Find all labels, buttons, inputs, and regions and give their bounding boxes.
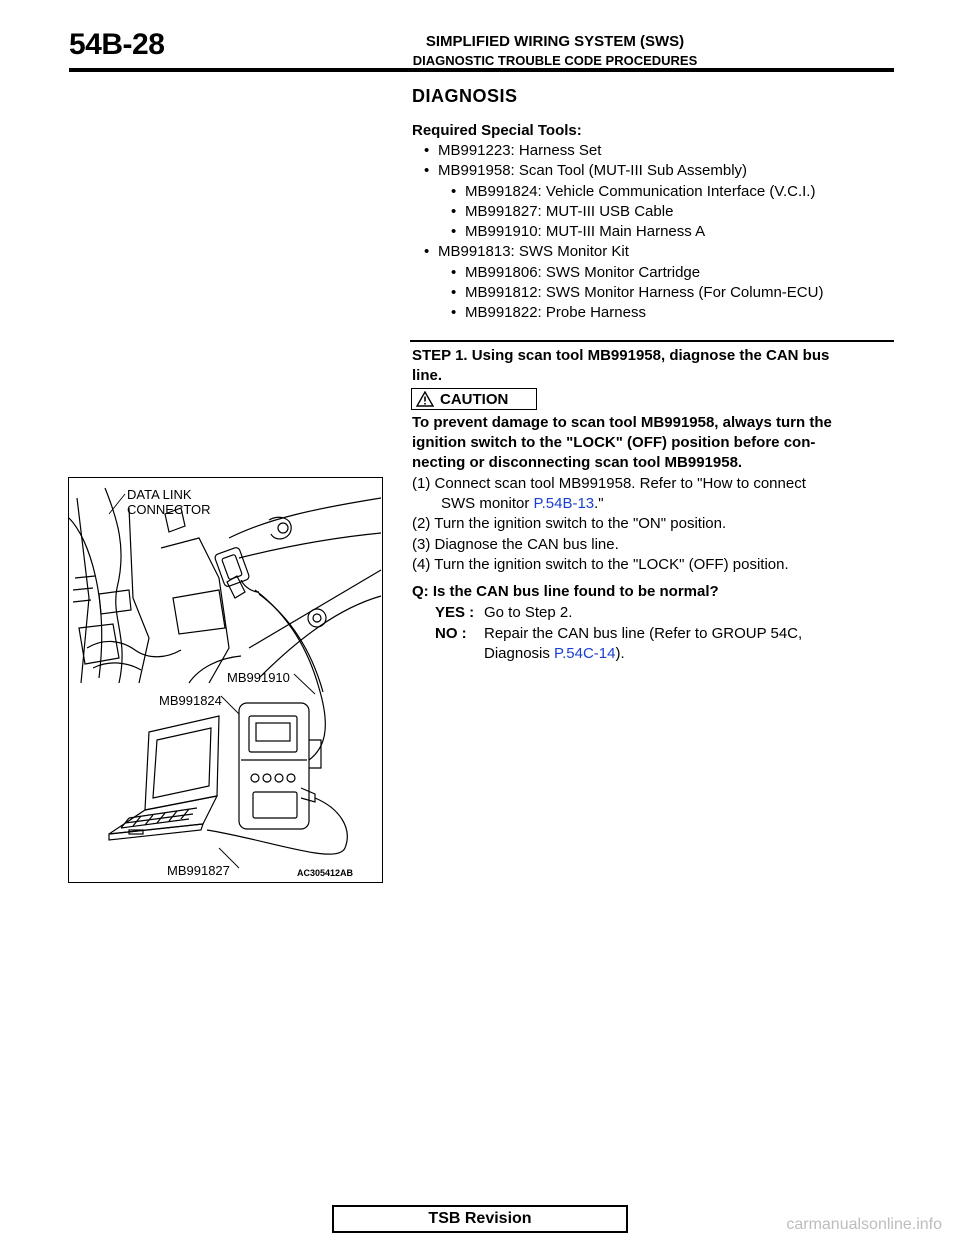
- tool-item: • MB991822: Probe Harness: [451, 303, 646, 323]
- no-label: NO :: [435, 625, 467, 642]
- tool-item: • MB991812: SWS Monitor Harness (For Column-ECU): [451, 283, 823, 303]
- header-rule: [69, 68, 894, 72]
- label-mb991824: MB991824: [159, 693, 222, 708]
- connection-illustration: [69, 478, 382, 882]
- caution-text: necting or disconnecting scan tool MB991958.: [412, 454, 743, 471]
- no-text: Repair the CAN bus line (Refer to GROUP 54C,: [484, 625, 803, 642]
- step-title: STEP 1. Using scan tool MB991958, diagnose the CAN bus: [412, 347, 830, 364]
- label-data-link-2: CONNECTOR: [127, 502, 211, 517]
- illustration-frame: [68, 477, 383, 883]
- link-p54c-14[interactable]: P.54C-14: [554, 645, 616, 662]
- section-divider: [410, 340, 894, 342]
- procedure-step-2: (2) Turn the ignition switch to the "ON" position.: [412, 515, 727, 532]
- tools-label: Required Special Tools:: [412, 122, 582, 139]
- tool-item: • MB991824: Vehicle Communication Interface (V.C.I.): [451, 182, 815, 202]
- tool-item: • MB991827: MUT-III USB Cable: [451, 202, 673, 222]
- yes-label: YES :: [435, 604, 475, 621]
- watermark: carmanualsonline.info: [786, 1216, 942, 1233]
- caution-label: CAUTION: [440, 390, 509, 408]
- procedure-step-3: (3) Diagnose the CAN bus line.: [412, 536, 619, 553]
- label-mb991827: MB991827: [167, 863, 230, 878]
- label-data-link-1: DATA LINK: [127, 487, 192, 502]
- link-p54b-13[interactable]: P.54B-13: [533, 495, 595, 512]
- question: Q: Is the CAN bus line found to be normal?: [412, 583, 719, 600]
- yes-text: Go to Step 2.: [484, 604, 573, 621]
- tool-item: • MB991813: SWS Monitor Kit: [424, 242, 629, 262]
- section-heading-diagnosis: DIAGNOSIS: [412, 86, 518, 106]
- caution-text: ignition switch to the "LOCK" (OFF) position before con-: [412, 434, 816, 451]
- page-number: 54B-28: [69, 28, 165, 61]
- tool-item: • MB991958: Scan Tool (MUT-III Sub Assembly): [424, 161, 747, 181]
- header-title: SIMPLIFIED WIRING SYSTEM (SWS): [425, 33, 685, 50]
- label-mb991910: MB991910: [227, 670, 290, 685]
- warning-triangle-icon: [416, 391, 434, 407]
- tsb-revision-box: TSB Revision: [332, 1205, 628, 1233]
- caution-box: [411, 388, 537, 410]
- caution-text: To prevent damage to scan tool MB991958, always turn the: [412, 414, 832, 431]
- tool-item: • MB991910: MUT-III Main Harness A: [451, 222, 705, 242]
- procedure-step-1: (1) Connect scan tool MB991958. Refer to "How to connect: [412, 475, 806, 492]
- step-title-cont: line.: [412, 367, 443, 384]
- no-text-cont: Diagnosis P.54C-14).: [484, 645, 625, 662]
- header-subtitle: DIAGNOSTIC TROUBLE CODE PROCEDURES: [412, 53, 698, 68]
- procedure-step-4: (4) Turn the ignition switch to the "LOCK" (OFF) position.: [412, 556, 789, 573]
- procedure-step-1-cont: SWS monitor P.54B-13.": [441, 495, 604, 512]
- tool-item: • MB991223: Harness Set: [424, 141, 601, 161]
- tool-item: • MB991806: SWS Monitor Cartridge: [451, 263, 700, 283]
- figure-code: AC305412AB: [297, 868, 354, 878]
